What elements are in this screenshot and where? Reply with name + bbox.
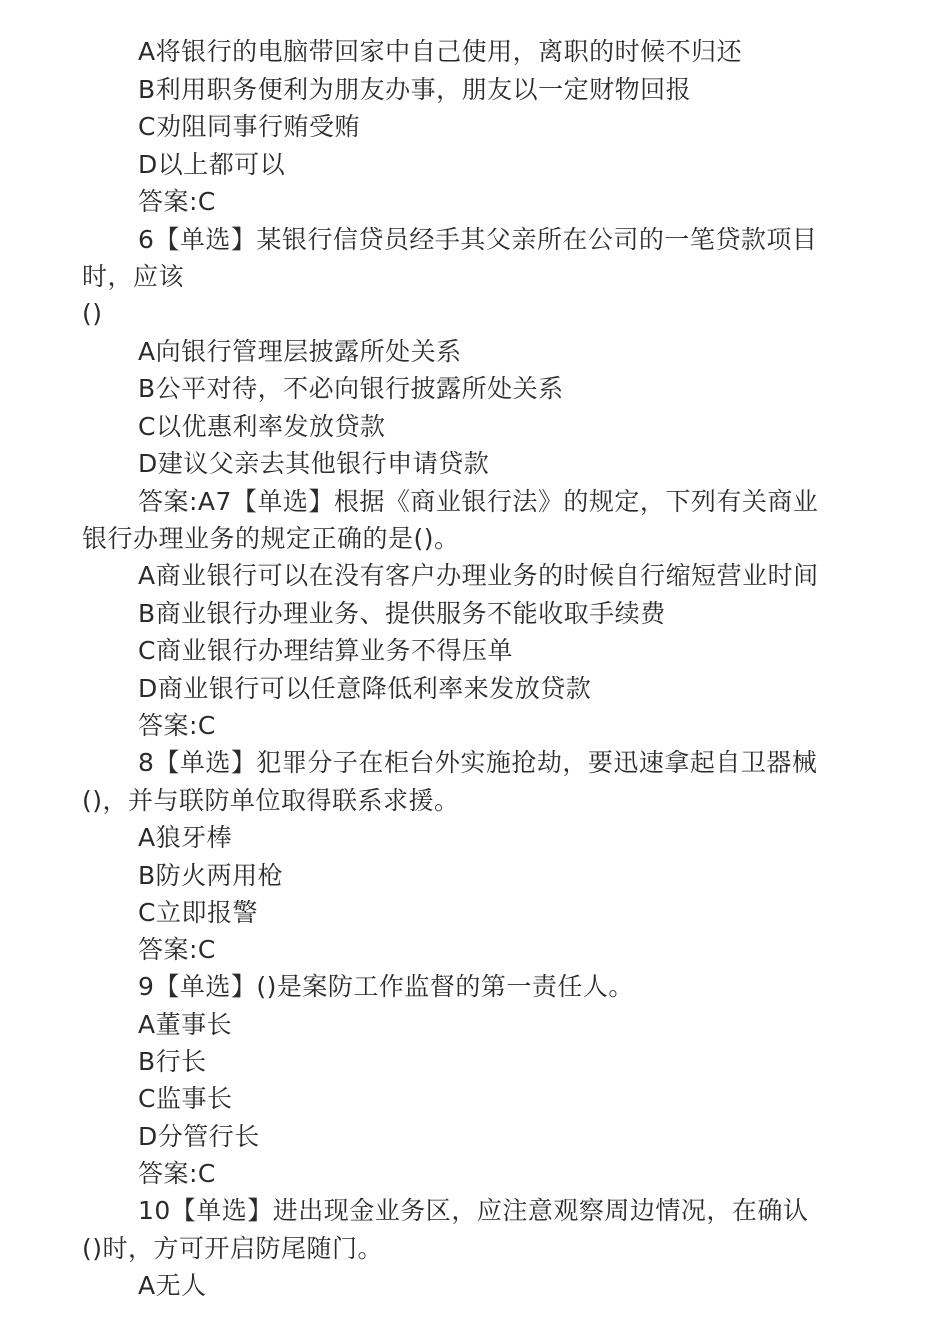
option-c-q5: C劝阻同事行贿受贿 [138, 112, 360, 141]
question-6: 6【单选】某银行信贷员经手其父亲所在公司的一笔贷款项目 [138, 225, 818, 254]
option-a-q6: A向银行管理层披露所处关系 [138, 337, 462, 366]
option-d-q9: D分管行长 [138, 1122, 260, 1151]
option-b-q5: B利用职务便利为朋友办事，朋友以一定财物回报 [138, 75, 692, 104]
option-b-q7: B商业银行办理业务、提供服务不能收取手续费 [138, 599, 666, 628]
question-6-blank: () [82, 299, 103, 328]
option-b-q6: B公平对待，不必向银行披露所处关系 [138, 374, 564, 403]
option-d-q7: D商业银行可以任意降低利率来发放贷款 [138, 674, 592, 703]
option-b-q9: B行长 [138, 1047, 207, 1076]
option-a-q8: A狼牙棒 [138, 823, 233, 852]
question-8: 8【单选】犯罪分子在柜台外实施抢劫，要迅速拿起自卫器械 [138, 748, 818, 777]
question-8-cont: ()，并与联防单位取得联系求援。 [82, 786, 460, 815]
option-c-q8: C立即报警 [138, 898, 258, 927]
option-c-q6: C以优惠利率发放贷款 [138, 412, 386, 441]
option-d-q6: D建议父亲去其他银行申请贷款 [138, 449, 490, 478]
answer-q5: 答案:C [138, 187, 216, 216]
option-a-q7: A商业银行可以在没有客户办理业务的时候自行缩短营业时间 [138, 561, 819, 590]
option-b-q8: B防火两用枪 [138, 861, 284, 890]
option-a-q9: A董事长 [138, 1010, 233, 1039]
option-c-q7: C商业银行办理结算业务不得压单 [138, 636, 513, 665]
question-6-cont: 时，应该 [82, 262, 185, 291]
question-10-cont: ()时，方可开启防尾随门。 [82, 1234, 384, 1263]
answer-q7: 答案:C [138, 711, 216, 740]
answer-q6-question-7: 答案:A7【单选】根据《商业银行法》的规定，下列有关商业 [138, 487, 819, 516]
option-a-q5: A将银行的电脑带回家中自己使用，离职的时候不归还 [138, 37, 743, 66]
question-10: 10【单选】进出现金业务区，应注意观察周边情况，在确认 [138, 1196, 809, 1225]
answer-q8: 答案:C [138, 935, 216, 964]
option-c-q9: C监事长 [138, 1084, 233, 1113]
question-7-cont: 银行办理业务的规定正确的是()。 [82, 524, 460, 553]
option-a-q10: A无人 [138, 1271, 207, 1300]
option-d-q5: D以上都可以 [138, 150, 286, 179]
question-9: 9【单选】()是案防工作监督的第一责任人。 [138, 972, 634, 1001]
answer-q9: 答案:C [138, 1159, 216, 1188]
